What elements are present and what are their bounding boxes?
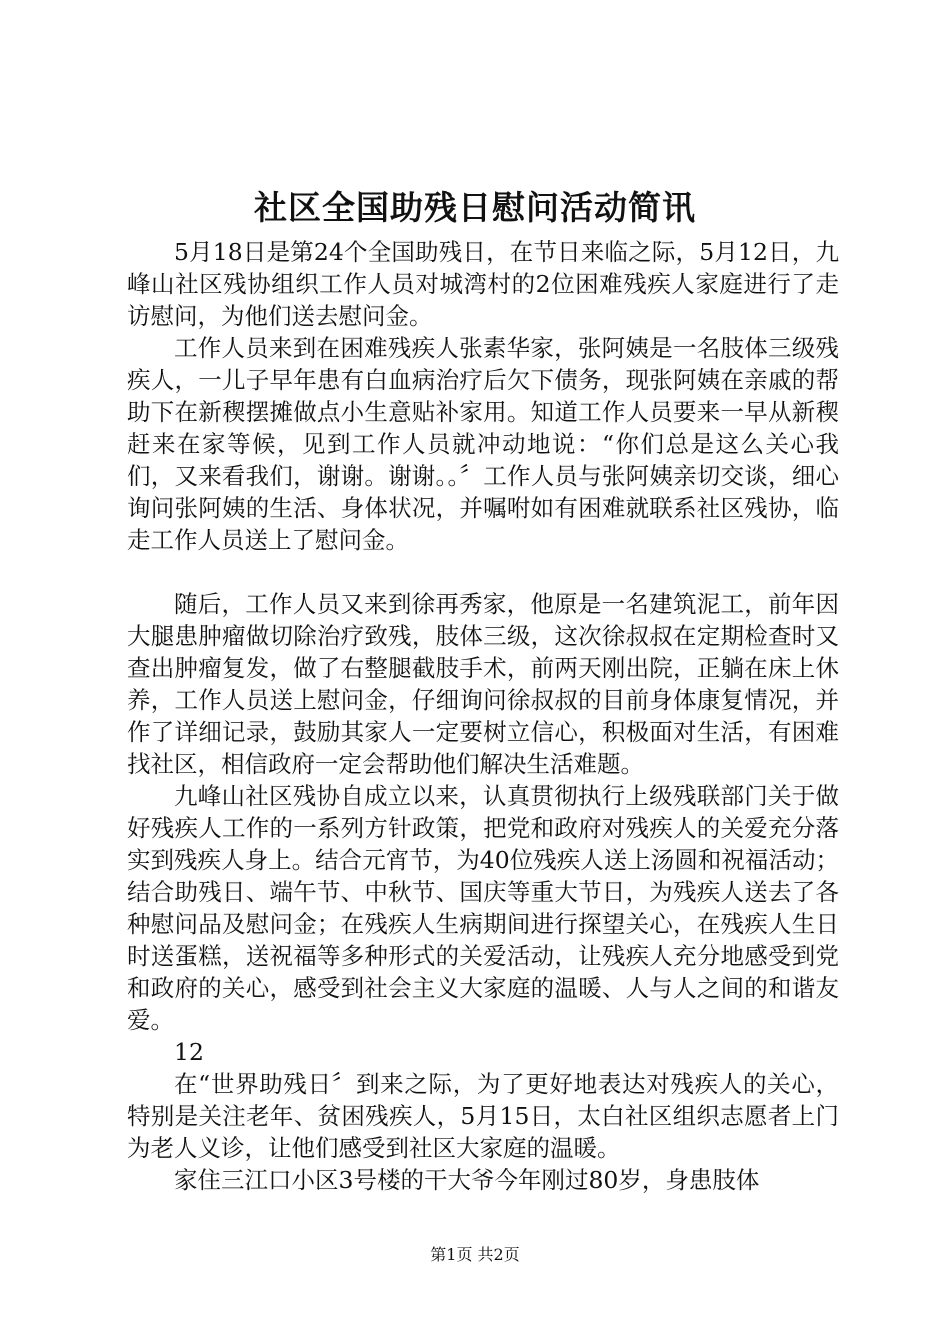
paragraph-7: 家住三江口小区3号楼的干大爷今年刚过80岁，身患肢体 bbox=[174, 1166, 760, 1194]
document-title: 社区全国助残日慰问活动简讯 bbox=[254, 188, 696, 227]
paragraph-6: 在“世界助残日〞到来之际，为了更好地表达对残疾人的关心，特别是关注老年、贫困残疾人，5月15日，太白社区组织志愿者上门为老人义诊，让他们感受到社区大家庭的温暖。 bbox=[127, 1070, 839, 1162]
paragraph-3: 随后，工作人员又来到徐再秀家，他原是一名建筑泥工，前年因大腿患肿瘤做切除治疗致残，肢体三级，这次徐叔叔在定期检查时又查出肿瘤复发，做了右整腿截肢手术，前两天刚出院，正躺在床上休养，工作人员送上慰问金，仔细询问徐叔叔的目前身体康复情况，并作了详细记录，鼓励其家人一定要树立信心，积极面对生活，有困难找社区，相信政府一定会帮助他们解决生活难题。 bbox=[127, 590, 839, 778]
paragraph-2: 工作人员来到在困难残疾人张素华家，张阿姨是一名肢体三级残疾人，一儿子早年患有白血病治疗后欠下债务，现张阿姨在亲戚的帮助下在新稧摆摊做点小生意贴补家用。知道工作人员要来一早从新稧赶来在家等候，见到工作人员就冲动地说：“你们总是这么关心我们，又来看我们，谢谢。谢谢。。〞工作人员与张阿姨亲切交谈，细心询问张阿姨的生活、身体状况，并嘱咐如有困难就联系社区残协，临走工作人员送上了慰问金。 bbox=[127, 334, 839, 554]
paragraph-4: 九峰山社区残协自成立以来，认真贯彻执行上级残联部门关于做好残疾人工作的一系列方针政策，把党和政府对残疾人的关爱充分落实到残疾人身上。结合元宵节，为40位残疾人送上汤圆和祝福活动；结合助残日、端午节、中秋节、国庆等重大节日，为残疾人送去了各种慰问品及慰问金；在残疾人生病期间进行探望关心，在残疾人生日时送蛋糕，送祝福等多种形式的关爱活动，让残疾人充分地感受到党和政府的关心，感受到社会主义大家庭的温暖、人与人之间的和谐友爱。 bbox=[127, 782, 839, 1034]
page-footer: 第1页 共2页 bbox=[430, 1245, 520, 1264]
paragraph-1: 5月18日是第24个全国助残日，在节日来临之际，5月12日，九峰山社区残协组织工作人员对城湾村的2位困难残疾人家庭进行了走访慰问，为他们送去慰问金。 bbox=[127, 238, 839, 330]
document-body bbox=[127, 236, 839, 1196]
paragraph-5-number: 12 bbox=[174, 1038, 204, 1066]
